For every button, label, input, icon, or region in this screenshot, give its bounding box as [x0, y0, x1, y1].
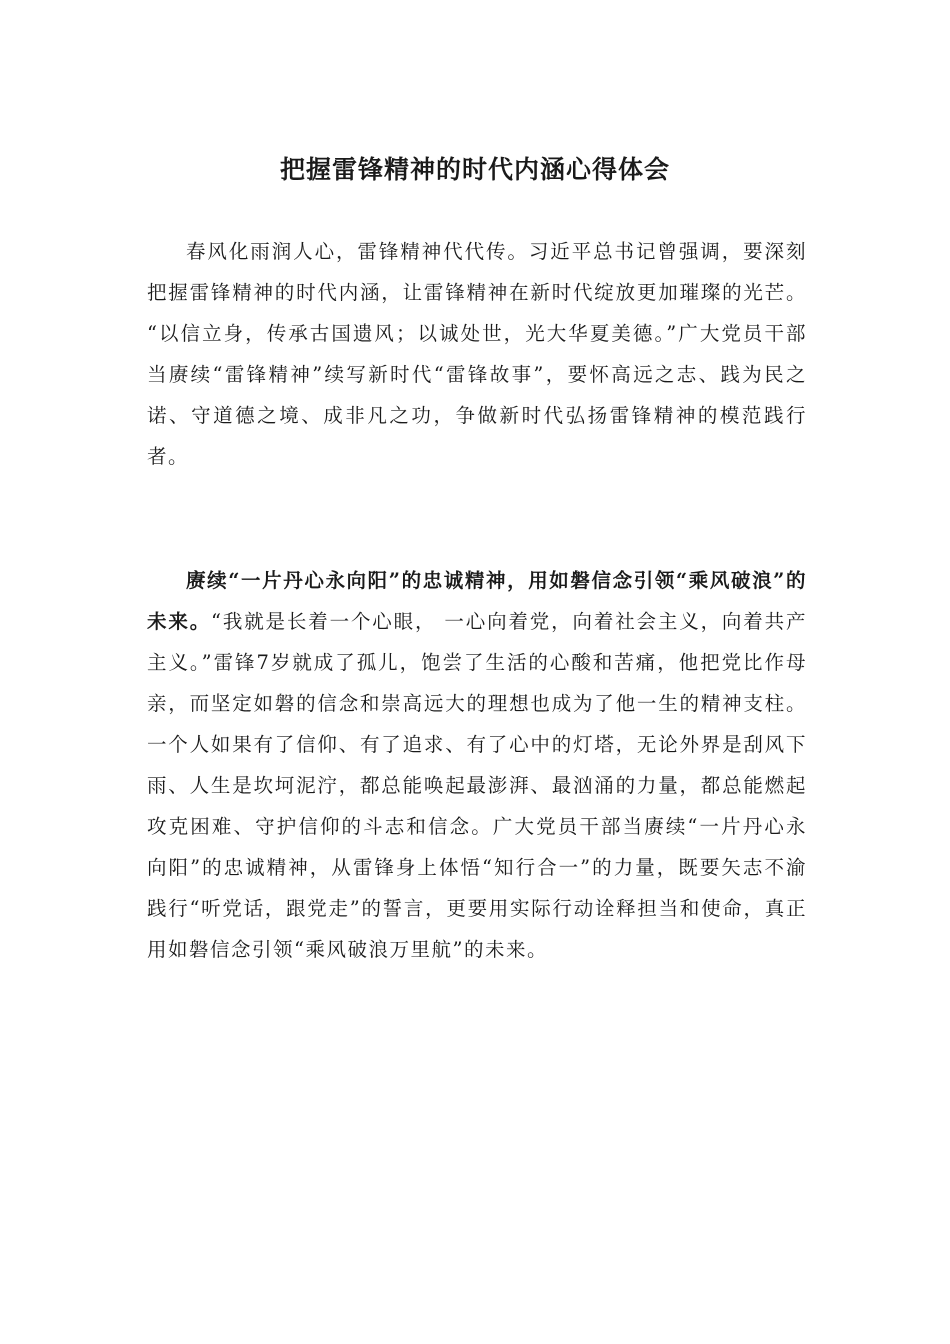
paragraph-loyalty-text: “我就是长着一个心眼， 一心向着党，向着社会主义，向着共产主义。”雷锋7岁就成了孤儿，饱尝了生活的心酸和苦痛，他把党比作母亲，而坚定如磐的信念和崇高远大的理想也成为了他一生的精神支柱。 一个人如果有了信仰、有了追求、有了心中的灯塔，无论外界是刮风下雨、人生是坎坷泥泞，都总能唤起最澎湃、最汹涌的力量，都总能燃起攻克困难、守护信仰的斗志和信念。广大党员干部当赓续“一片丹心永向阳”的忠诚精神，从雷锋身上体悟“知行合一”的力量，既要矢志不渝践行“听党话，跟党走”的誓言，更要用实际行动诠释担当和使命，真正用如磐信念引领“乘风破浪万里航”的未来。 — [147, 610, 807, 961]
paragraph-intro — [147, 231, 807, 477]
document-title: 把握雷锋精神的时代内涵心得体会 — [279, 155, 670, 184]
paragraph-loyalty — [147, 560, 807, 970]
paragraph-intro-text: 春风化雨润人心，雷锋精神代代传。习近平总书记曾强调，要深刻把握雷锋精神的时代内涵，让雷锋精神在新时代绽放更加璀璨的光芒。 “以信立身，传承古国遗风；以诚处世，光大华夏美德。”广大党员干部当赓续“雷锋精神”续写新时代“雷锋故事”，要怀高远之志、践为民之诺、守道德之境、成非凡之功，争做新时代弘扬雷锋精神的模范践行者。 — [147, 240, 807, 468]
paragraph-loyalty-heading: 赓续“一片丹心永向阳”的忠诚精神，用如磐信念引领“乘风破浪”的未来。 — [147, 569, 807, 633]
